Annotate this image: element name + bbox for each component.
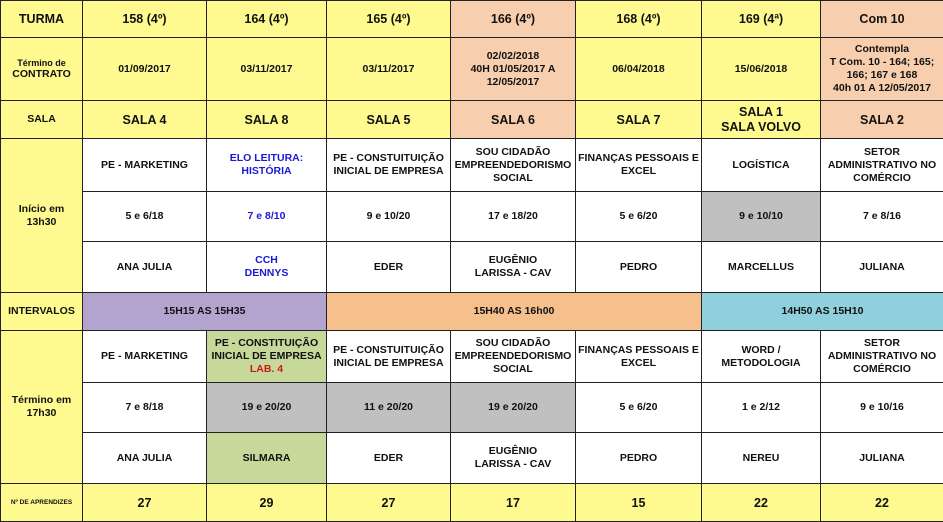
subject-168-b: FINANÇAS PESSOAIS E EXCEL bbox=[576, 331, 702, 383]
contract-label bbox=[1, 38, 83, 101]
apprentices-158: 27 bbox=[83, 484, 207, 522]
class-169: 169 (4ª) bbox=[702, 1, 821, 38]
afternoon2-teacher-row bbox=[1, 433, 943, 484]
turma-label: TURMA bbox=[1, 1, 83, 38]
room-165: SALA 5 bbox=[327, 101, 451, 139]
interval-slot-2: 15H40 AS 16h00 bbox=[327, 293, 702, 331]
teacher-166-a: EUGÊNIO LARISSA - CAV bbox=[451, 242, 576, 293]
teacher-165-b: EDER bbox=[327, 433, 451, 484]
session-158-a: 5 e 6/18 bbox=[83, 192, 207, 242]
subject-166-b: SOU CIDADÃO EMPREENDEDORISMO SOCIAL bbox=[451, 331, 576, 383]
room-166: SALA 6 bbox=[451, 101, 576, 139]
afternoon2-label: Término em 17h30 bbox=[1, 331, 83, 484]
session-165-b: 11 e 20/20 bbox=[327, 383, 451, 433]
session-168-b: 5 e 6/20 bbox=[576, 383, 702, 433]
subject-169-a: LOGÍSTICA bbox=[702, 139, 821, 192]
subject-165-b: PE - CONSTUITUIÇÃO INICIAL DE EMPRESA bbox=[327, 331, 451, 383]
teacher-158-b: ANA JULIA bbox=[83, 433, 207, 484]
room-164: SALA 8 bbox=[207, 101, 327, 139]
teacher-164-a: CCH DENNYS bbox=[207, 242, 327, 293]
apprentices-169: 22 bbox=[702, 484, 821, 522]
subject-com10-a: SETOR ADMINISTRATIVO NO COMÉRCIO bbox=[821, 139, 943, 192]
session-169-b: 1 e 2/12 bbox=[702, 383, 821, 433]
subject-165-a: PE - CONSTUITUIÇÃO INICIAL DE EMPRESA bbox=[327, 139, 451, 192]
session-com10-a: 7 e 8/16 bbox=[821, 192, 943, 242]
room-158: SALA 4 bbox=[83, 101, 207, 139]
contract-date-169: 15/06/2018 bbox=[702, 38, 821, 101]
room-169: SALA 1 SALA VOLVO bbox=[702, 101, 821, 139]
subject-158-b: PE - MARKETING bbox=[83, 331, 207, 383]
session-168-a: 5 e 6/20 bbox=[576, 192, 702, 242]
class-166: 166 (4º) bbox=[451, 1, 576, 38]
class-168: 168 (4º) bbox=[576, 1, 702, 38]
class-158: 158 (4º) bbox=[83, 1, 207, 38]
room-168: SALA 7 bbox=[576, 101, 702, 139]
teacher-164-b: SILMARA bbox=[207, 433, 327, 484]
class-165: 165 (4º) bbox=[327, 1, 451, 38]
contract-date-158: 01/09/2017 bbox=[83, 38, 207, 101]
contract-label-line1: Término de bbox=[3, 58, 80, 68]
subject-158-a: PE - MARKETING bbox=[83, 139, 207, 192]
afternoon1-session-row bbox=[1, 192, 943, 242]
apprentices-168: 15 bbox=[576, 484, 702, 522]
interval-slot-1: 15H15 AS 15H35 bbox=[83, 293, 327, 331]
apprentices-com10: 22 bbox=[821, 484, 943, 522]
contract-date-164: 03/11/2017 bbox=[207, 38, 327, 101]
session-158-b: 7 e 8/18 bbox=[83, 383, 207, 433]
session-164-a: 7 e 8/10 bbox=[207, 192, 327, 242]
room-label: SALA bbox=[1, 101, 83, 139]
apprentices-164: 29 bbox=[207, 484, 327, 522]
afternoon1-label: Início em 13h30 bbox=[1, 139, 83, 293]
room-row bbox=[1, 101, 943, 139]
session-166-b: 19 e 20/20 bbox=[451, 383, 576, 433]
apprentices-166: 17 bbox=[451, 484, 576, 522]
teacher-168-b: PEDRO bbox=[576, 433, 702, 484]
class-164: 164 (4º) bbox=[207, 1, 327, 38]
interval-slot-3: 14H50 AS 15H10 bbox=[702, 293, 943, 331]
teacher-158-a: ANA JULIA bbox=[83, 242, 207, 293]
session-165-a: 9 e 10/20 bbox=[327, 192, 451, 242]
subject-168-a: FINANÇAS PESSOAIS E EXCEL bbox=[576, 139, 702, 192]
apprentices-165: 27 bbox=[327, 484, 451, 522]
session-com10-b: 9 e 10/16 bbox=[821, 383, 943, 433]
teacher-169-a: MARCELLUS bbox=[702, 242, 821, 293]
session-164-b: 19 e 20/20 bbox=[207, 383, 327, 433]
afternoon2-session-row bbox=[1, 383, 943, 433]
intervals-label: INTERVALOS bbox=[1, 293, 83, 331]
contract-date-165: 03/11/2017 bbox=[327, 38, 451, 101]
teacher-169-b: NEREU bbox=[702, 433, 821, 484]
subject-164-b-cell bbox=[207, 331, 327, 383]
apprentices-label: Nº DE APRENDIZES bbox=[1, 484, 83, 522]
teacher-168-a: PEDRO bbox=[576, 242, 702, 293]
contract-row bbox=[1, 38, 943, 101]
session-169-a: 9 e 10/10 bbox=[702, 192, 821, 242]
contract-date-166: 02/02/2018 40H 01/05/2017 A 12/05/2017 bbox=[451, 38, 576, 101]
subject-164-a: ELO LEITURA: HISTÓRIA bbox=[207, 139, 327, 192]
header-row bbox=[1, 1, 943, 38]
afternoon2-subject-row bbox=[1, 331, 943, 383]
intervals-row bbox=[1, 293, 943, 331]
contract-date-com10: Contempla T Com. 10 - 164; 165; 166; 167 e 168 40h 01 A 12/05/2017 bbox=[821, 38, 943, 101]
session-166-a: 17 e 18/20 bbox=[451, 192, 576, 242]
room-com10: SALA 2 bbox=[821, 101, 943, 139]
afternoon1-subject-row bbox=[1, 139, 943, 192]
subject-166-a: SOU CIDADÃO EMPREENDEDORISMO SOCIAL bbox=[451, 139, 576, 192]
contract-date-168: 06/04/2018 bbox=[576, 38, 702, 101]
teacher-com10-b: JULIANA bbox=[821, 433, 943, 484]
apprentices-row bbox=[1, 484, 943, 522]
teacher-165-a: EDER bbox=[327, 242, 451, 293]
class-com10: Com 10 bbox=[821, 1, 943, 38]
contract-label-line2: CONTRATO bbox=[3, 68, 80, 81]
lab-note: LAB. 4 bbox=[209, 363, 324, 376]
afternoon1-teacher-row bbox=[1, 242, 943, 293]
subject-169-b: WORD / METODOLOGIA bbox=[702, 331, 821, 383]
teacher-166-b: EUGÊNIO LARISSA - CAV bbox=[451, 433, 576, 484]
teacher-com10-a: JULIANA bbox=[821, 242, 943, 293]
subject-com10-b: SETOR ADMINISTRATIVO NO COMÉRCIO bbox=[821, 331, 943, 383]
subject-164-b: PE - CONSTITUIÇÃO INICIAL DE EMPRESA bbox=[209, 337, 324, 363]
